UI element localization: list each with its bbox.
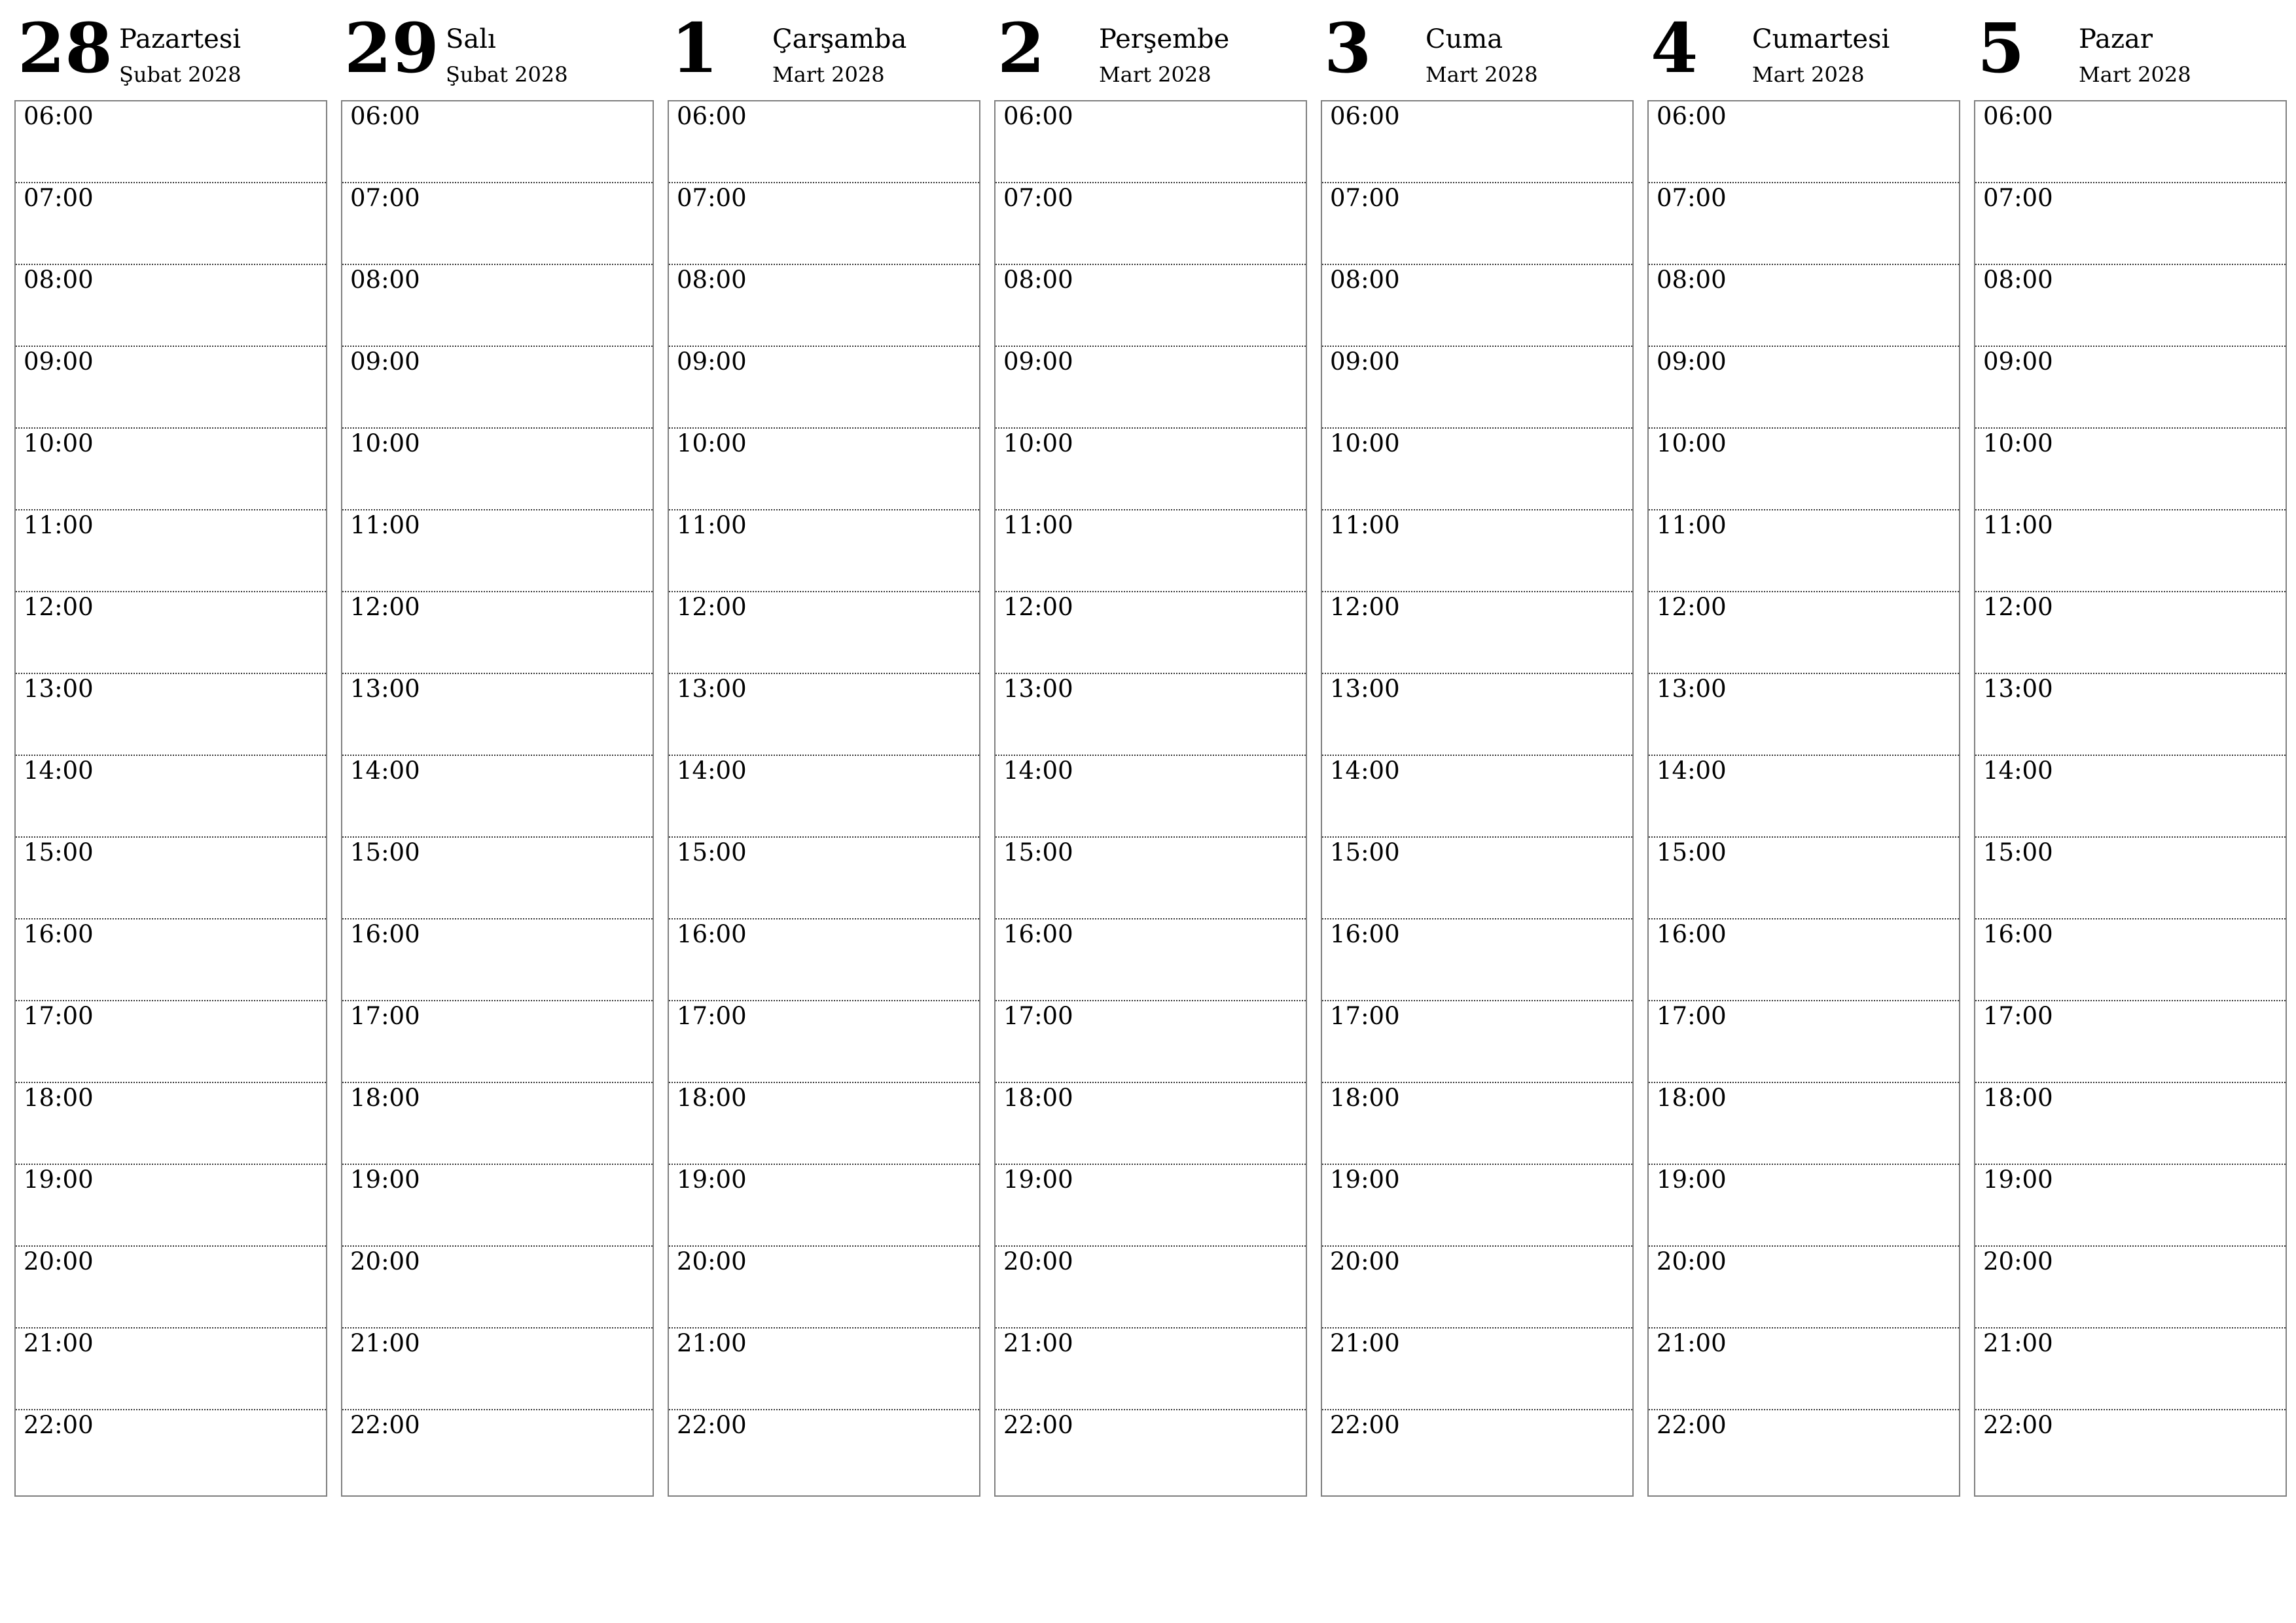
- hour-label: 08:00: [350, 266, 420, 294]
- hour-label: 17:00: [677, 1002, 747, 1030]
- hour-label: 21:00: [1657, 1329, 1727, 1357]
- hour-slot[interactable]: [669, 1165, 979, 1247]
- hour-label: 11:00: [350, 511, 420, 539]
- hour-label: 06:00: [1983, 102, 2053, 130]
- hour-label: 09:00: [1657, 348, 1727, 376]
- day-name: Cumartesi: [1752, 24, 1890, 54]
- hour-slot[interactable]: [996, 1247, 1306, 1329]
- hour-label: 13:00: [1657, 675, 1727, 703]
- hour-slot[interactable]: [1975, 592, 2286, 674]
- hour-label: 14:00: [1983, 757, 2053, 785]
- hour-slot[interactable]: [1975, 183, 2286, 265]
- day-schedule-box: [1647, 100, 1960, 1497]
- hour-slot[interactable]: [1649, 101, 1959, 183]
- hour-slot[interactable]: [1649, 592, 1959, 674]
- hour-slot[interactable]: [1322, 838, 1632, 919]
- hour-label: 16:00: [1330, 920, 1400, 948]
- hour-label: 19:00: [1983, 1166, 2053, 1194]
- hour-label: 06:00: [1330, 102, 1400, 130]
- hour-label: 22:00: [1983, 1411, 2053, 1439]
- day-month-year: Mart 2028: [2079, 62, 2191, 87]
- day-schedule-box: [994, 100, 1307, 1497]
- hour-slot[interactable]: [1322, 265, 1632, 347]
- hour-slot[interactable]: [1322, 756, 1632, 838]
- hour-label: 13:00: [1003, 675, 1073, 703]
- day-name: Perşembe: [1099, 24, 1230, 54]
- hour-slot[interactable]: [996, 1165, 1306, 1247]
- hour-label: 22:00: [1330, 1411, 1400, 1439]
- hour-slot[interactable]: [996, 1083, 1306, 1165]
- hour-slot[interactable]: [1975, 1410, 2286, 1492]
- day-header: [1321, 0, 1634, 98]
- hour-label: 11:00: [1657, 511, 1727, 539]
- hour-label: 22:00: [677, 1411, 747, 1439]
- hour-slot[interactable]: [16, 592, 326, 674]
- hour-slot[interactable]: [996, 919, 1306, 1001]
- hour-slot[interactable]: [1322, 1001, 1632, 1083]
- hour-slot[interactable]: [669, 265, 979, 347]
- hour-slot[interactable]: [1649, 674, 1959, 756]
- hour-label: 17:00: [24, 1002, 94, 1030]
- hour-slot[interactable]: [1975, 510, 2286, 592]
- hour-label: 18:00: [1330, 1084, 1400, 1112]
- hour-label: 14:00: [350, 757, 420, 785]
- hour-label: 07:00: [1003, 184, 1073, 212]
- hour-label: 07:00: [1330, 184, 1400, 212]
- hour-label: 21:00: [350, 1329, 420, 1357]
- hour-label: 15:00: [1003, 838, 1073, 866]
- day-schedule-box: [341, 100, 654, 1497]
- hour-slot[interactable]: [1649, 1247, 1959, 1329]
- hour-label: 08:00: [677, 266, 747, 294]
- hour-label: 21:00: [1330, 1329, 1400, 1357]
- hour-slot[interactable]: [1322, 919, 1632, 1001]
- hour-label: 15:00: [350, 838, 420, 866]
- hour-slot[interactable]: [996, 592, 1306, 674]
- day-month-year: Mart 2028: [1099, 62, 1211, 87]
- hour-label: 21:00: [1983, 1329, 2053, 1357]
- day-header: [1974, 0, 2287, 98]
- hour-slot[interactable]: [996, 838, 1306, 919]
- hour-label: 20:00: [1003, 1247, 1073, 1275]
- hour-slot[interactable]: [1975, 838, 2286, 919]
- hour-slot[interactable]: [669, 101, 979, 183]
- hour-slot[interactable]: [669, 347, 979, 429]
- hour-label: 16:00: [1657, 920, 1727, 948]
- hour-slot[interactable]: [342, 265, 653, 347]
- hour-label: 12:00: [1003, 593, 1073, 621]
- hour-slot[interactable]: [669, 183, 979, 265]
- day-number: 5: [1977, 8, 2025, 88]
- hour-label: 20:00: [350, 1247, 420, 1275]
- hour-label: 21:00: [1003, 1329, 1073, 1357]
- hour-label: 14:00: [1330, 757, 1400, 785]
- hour-slot[interactable]: [996, 265, 1306, 347]
- hour-slot[interactable]: [342, 756, 653, 838]
- day-month-year: Mart 2028: [1752, 62, 1865, 87]
- day-number: 4: [1651, 8, 1698, 88]
- hour-slot[interactable]: [996, 429, 1306, 510]
- hour-label: 10:00: [1983, 429, 2053, 457]
- day-header: [994, 0, 1307, 98]
- hour-slot[interactable]: [16, 1410, 326, 1492]
- hour-label: 08:00: [24, 266, 94, 294]
- hour-label: 17:00: [1983, 1002, 2053, 1030]
- hour-label: 06:00: [1003, 102, 1073, 130]
- hour-slot[interactable]: [996, 183, 1306, 265]
- day-schedule-box: [14, 100, 327, 1497]
- hour-slot[interactable]: [342, 674, 653, 756]
- hour-slot[interactable]: [16, 1083, 326, 1165]
- day-schedule-box: [1321, 100, 1634, 1497]
- hour-slot[interactable]: [1975, 1083, 2286, 1165]
- hour-label: 14:00: [24, 757, 94, 785]
- hour-label: 15:00: [24, 838, 94, 866]
- hour-label: 16:00: [24, 920, 94, 948]
- hour-label: 14:00: [1003, 757, 1073, 785]
- hour-slot[interactable]: [996, 756, 1306, 838]
- hour-slot[interactable]: [669, 429, 979, 510]
- day-schedule-box: [668, 100, 980, 1497]
- hour-label: 16:00: [1983, 920, 2053, 948]
- hour-label: 13:00: [24, 675, 94, 703]
- hour-label: 12:00: [1983, 593, 2053, 621]
- hour-slot[interactable]: [342, 1001, 653, 1083]
- hour-slot[interactable]: [1322, 1329, 1632, 1410]
- hour-label: 13:00: [1330, 675, 1400, 703]
- hour-label: 19:00: [1330, 1166, 1400, 1194]
- hour-slot[interactable]: [1649, 347, 1959, 429]
- hour-slot[interactable]: [1649, 1329, 1959, 1410]
- hour-label: 20:00: [1657, 1247, 1727, 1275]
- hour-slot[interactable]: [669, 592, 979, 674]
- hour-slot[interactable]: [342, 919, 653, 1001]
- hour-slot[interactable]: [1322, 510, 1632, 592]
- hour-slot[interactable]: [342, 1329, 653, 1410]
- hour-label: 19:00: [1003, 1166, 1073, 1194]
- hour-slot[interactable]: [342, 1410, 653, 1492]
- day-number: 2: [997, 8, 1045, 88]
- hour-slot[interactable]: [1975, 1001, 2286, 1083]
- hour-label: 14:00: [677, 757, 747, 785]
- hour-label: 13:00: [1983, 675, 2053, 703]
- hour-label: 06:00: [1657, 102, 1727, 130]
- hour-label: 10:00: [1003, 429, 1073, 457]
- hour-slot[interactable]: [669, 510, 979, 592]
- hour-slot[interactable]: [16, 674, 326, 756]
- hour-slot[interactable]: [342, 1165, 653, 1247]
- hour-slot[interactable]: [1322, 429, 1632, 510]
- hour-slot[interactable]: [342, 510, 653, 592]
- hour-label: 08:00: [1657, 266, 1727, 294]
- hour-slot[interactable]: [1322, 1165, 1632, 1247]
- hour-slot[interactable]: [669, 1410, 979, 1492]
- day-name: Cuma: [1426, 24, 1503, 54]
- hour-slot[interactable]: [16, 1001, 326, 1083]
- hour-slot[interactable]: [342, 1247, 653, 1329]
- hour-label: 12:00: [1330, 593, 1400, 621]
- hour-label: 20:00: [24, 1247, 94, 1275]
- hour-label: 20:00: [677, 1247, 747, 1275]
- hour-slot[interactable]: [1975, 674, 2286, 756]
- hour-label: 06:00: [24, 102, 94, 130]
- hour-slot[interactable]: [669, 1083, 979, 1165]
- hour-label: 09:00: [1330, 348, 1400, 376]
- hour-slot[interactable]: [1649, 1165, 1959, 1247]
- day-month-year: Mart 2028: [1426, 62, 1538, 87]
- hour-slot[interactable]: [16, 183, 326, 265]
- hour-label: 10:00: [350, 429, 420, 457]
- hour-label: 19:00: [24, 1166, 94, 1194]
- hour-slot[interactable]: [1975, 756, 2286, 838]
- hour-label: 10:00: [24, 429, 94, 457]
- hour-label: 17:00: [350, 1002, 420, 1030]
- hour-label: 19:00: [350, 1166, 420, 1194]
- day-header: [14, 0, 327, 98]
- day-name: Pazartesi: [119, 24, 242, 54]
- hour-label: 17:00: [1003, 1002, 1073, 1030]
- hour-slot[interactable]: [342, 838, 653, 919]
- hour-slot[interactable]: [16, 1165, 326, 1247]
- hour-label: 08:00: [1330, 266, 1400, 294]
- day-number: 29: [344, 8, 439, 88]
- day-month-year: Şubat 2028: [446, 62, 568, 87]
- hour-slot[interactable]: [996, 101, 1306, 183]
- hour-slot[interactable]: [1975, 1247, 2286, 1329]
- hour-slot[interactable]: [1975, 1329, 2286, 1410]
- day-month-year: Mart 2028: [772, 62, 885, 87]
- day-name: Salı: [446, 24, 496, 54]
- hour-slot[interactable]: [996, 347, 1306, 429]
- hour-label: 08:00: [1003, 266, 1073, 294]
- hour-label: 21:00: [677, 1329, 747, 1357]
- hour-slot[interactable]: [1975, 429, 2286, 510]
- hour-label: 21:00: [24, 1329, 94, 1357]
- hour-label: 22:00: [1657, 1411, 1727, 1439]
- hour-slot[interactable]: [342, 101, 653, 183]
- hour-label: 07:00: [350, 184, 420, 212]
- hour-slot[interactable]: [1975, 101, 2286, 183]
- hour-label: 10:00: [1657, 429, 1727, 457]
- hour-label: 18:00: [677, 1084, 747, 1112]
- hour-label: 09:00: [1983, 348, 2053, 376]
- hour-label: 19:00: [1657, 1166, 1727, 1194]
- hour-label: 12:00: [1657, 593, 1727, 621]
- day-schedule-box: [1974, 100, 2287, 1497]
- hour-slot[interactable]: [16, 838, 326, 919]
- hour-label: 18:00: [1003, 1084, 1073, 1112]
- hour-slot[interactable]: [669, 1001, 979, 1083]
- day-number: 3: [1324, 8, 1372, 88]
- hour-label: 09:00: [677, 348, 747, 376]
- hour-label: 11:00: [24, 511, 94, 539]
- hour-slot[interactable]: [1975, 265, 2286, 347]
- hour-label: 11:00: [1330, 511, 1400, 539]
- hour-label: 16:00: [350, 920, 420, 948]
- day-header: [341, 0, 654, 98]
- hour-slot[interactable]: [996, 1329, 1306, 1410]
- hour-label: 07:00: [1983, 184, 2053, 212]
- hour-label: 11:00: [677, 511, 747, 539]
- hour-label: 09:00: [350, 348, 420, 376]
- hour-label: 13:00: [677, 675, 747, 703]
- hour-label: 11:00: [1003, 511, 1073, 539]
- hour-slot[interactable]: [1649, 1410, 1959, 1492]
- hour-label: 10:00: [677, 429, 747, 457]
- hour-slot[interactable]: [669, 838, 979, 919]
- hour-label: 18:00: [1983, 1084, 2053, 1112]
- hour-slot[interactable]: [1649, 429, 1959, 510]
- hour-label: 09:00: [24, 348, 94, 376]
- hour-slot[interactable]: [16, 347, 326, 429]
- hour-slot[interactable]: [1322, 674, 1632, 756]
- hour-slot[interactable]: [1322, 1083, 1632, 1165]
- day-header: [668, 0, 980, 98]
- hour-slot[interactable]: [1649, 183, 1959, 265]
- day-header: [1647, 0, 1960, 98]
- hour-slot[interactable]: [1975, 347, 2286, 429]
- hour-slot[interactable]: [1649, 838, 1959, 919]
- day-name: Pazar: [2079, 24, 2153, 54]
- hour-slot[interactable]: [669, 919, 979, 1001]
- hour-slot[interactable]: [16, 429, 326, 510]
- hour-slot[interactable]: [1649, 1001, 1959, 1083]
- hour-slot[interactable]: [1649, 919, 1959, 1001]
- hour-label: 16:00: [1003, 920, 1073, 948]
- hour-label: 09:00: [1003, 348, 1073, 376]
- hour-label: 13:00: [350, 675, 420, 703]
- hour-label: 12:00: [677, 593, 747, 621]
- hour-label: 17:00: [1330, 1002, 1400, 1030]
- hour-slot[interactable]: [342, 347, 653, 429]
- hour-label: 18:00: [350, 1084, 420, 1112]
- hour-label: 07:00: [24, 184, 94, 212]
- hour-slot[interactable]: [996, 674, 1306, 756]
- hour-slot[interactable]: [16, 1329, 326, 1410]
- hour-slot[interactable]: [1322, 101, 1632, 183]
- hour-slot[interactable]: [342, 592, 653, 674]
- hour-label: 12:00: [24, 593, 94, 621]
- hour-label: 22:00: [24, 1411, 94, 1439]
- hour-slot[interactable]: [342, 1083, 653, 1165]
- hour-label: 17:00: [1657, 1002, 1727, 1030]
- hour-label: 20:00: [1983, 1247, 2053, 1275]
- hour-label: 19:00: [677, 1166, 747, 1194]
- hour-label: 18:00: [1657, 1084, 1727, 1112]
- day-month-year: Şubat 2028: [119, 62, 242, 87]
- hour-label: 11:00: [1983, 511, 2053, 539]
- hour-label: 16:00: [677, 920, 747, 948]
- hour-label: 20:00: [1330, 1247, 1400, 1275]
- hour-slot[interactable]: [1975, 919, 2286, 1001]
- day-name: Çarşamba: [772, 24, 907, 54]
- hour-slot[interactable]: [342, 183, 653, 265]
- day-number: 1: [671, 8, 719, 88]
- hour-label: 10:00: [1330, 429, 1400, 457]
- hour-slot[interactable]: [16, 1247, 326, 1329]
- hour-slot[interactable]: [996, 1410, 1306, 1492]
- hour-slot[interactable]: [1322, 347, 1632, 429]
- hour-slot[interactable]: [669, 1247, 979, 1329]
- hour-slot[interactable]: [1322, 1410, 1632, 1492]
- hour-label: 15:00: [1330, 838, 1400, 866]
- hour-slot[interactable]: [1649, 1083, 1959, 1165]
- hour-label: 06:00: [677, 102, 747, 130]
- hour-slot[interactable]: [669, 756, 979, 838]
- hour-label: 22:00: [350, 1411, 420, 1439]
- hour-label: 15:00: [1983, 838, 2053, 866]
- hour-label: 08:00: [1983, 266, 2053, 294]
- hour-label: 18:00: [24, 1084, 94, 1112]
- hour-slot[interactable]: [16, 756, 326, 838]
- day-number: 28: [18, 8, 113, 88]
- hour-slot[interactable]: [1322, 592, 1632, 674]
- hour-label: 07:00: [1657, 184, 1727, 212]
- hour-slot[interactable]: [16, 919, 326, 1001]
- hour-slot[interactable]: [1975, 1165, 2286, 1247]
- hour-slot[interactable]: [1649, 756, 1959, 838]
- hour-label: 07:00: [677, 184, 747, 212]
- hour-slot[interactable]: [1322, 183, 1632, 265]
- hour-slot[interactable]: [1649, 510, 1959, 592]
- hour-label: 06:00: [350, 102, 420, 130]
- hour-label: 15:00: [1657, 838, 1727, 866]
- hour-slot[interactable]: [996, 1001, 1306, 1083]
- hour-label: 15:00: [677, 838, 747, 866]
- hour-slot[interactable]: [1322, 1247, 1632, 1329]
- hour-slot[interactable]: [1649, 265, 1959, 347]
- hour-slot[interactable]: [16, 265, 326, 347]
- hour-label: 14:00: [1657, 757, 1727, 785]
- hour-slot[interactable]: [342, 429, 653, 510]
- hour-slot[interactable]: [16, 101, 326, 183]
- hour-label: 12:00: [350, 593, 420, 621]
- hour-slot[interactable]: [669, 1329, 979, 1410]
- hour-slot[interactable]: [669, 674, 979, 756]
- hour-label: 22:00: [1003, 1411, 1073, 1439]
- hour-slot[interactable]: [996, 510, 1306, 592]
- hour-slot[interactable]: [16, 510, 326, 592]
